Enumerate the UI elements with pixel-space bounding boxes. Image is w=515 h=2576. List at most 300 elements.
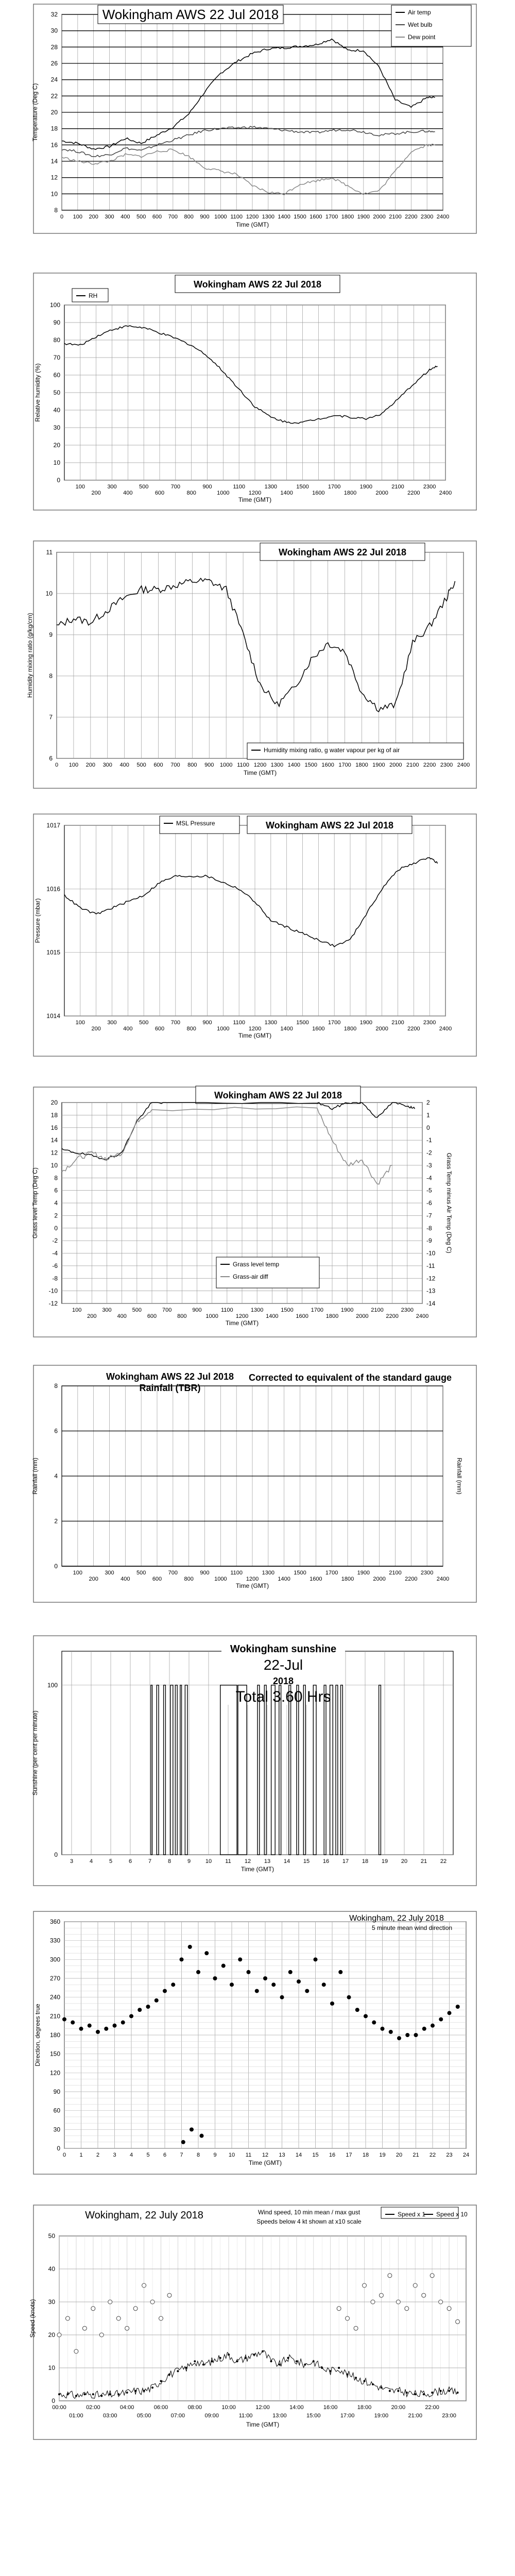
speed-x10-point bbox=[74, 2349, 78, 2353]
x-tick-label: 2100 bbox=[391, 1020, 404, 1026]
y-tick-label: 11 bbox=[46, 549, 53, 556]
x-tick-label: 1700 bbox=[338, 762, 351, 768]
y2-tick-label: 2 bbox=[426, 1099, 430, 1106]
speed-x10-point bbox=[379, 2293, 383, 2297]
x-tick-label: 1800 bbox=[344, 1026, 357, 1032]
y-tick-label: 270 bbox=[49, 1975, 60, 1982]
y-tick-label: 20 bbox=[53, 442, 60, 449]
y-tick-label: 60 bbox=[53, 2107, 60, 2114]
x-tick-label: 22 bbox=[429, 2152, 436, 2158]
chart-title: Wokingham, 22 July 2018 bbox=[85, 2210, 203, 2221]
y-tick-label: 4 bbox=[54, 1472, 58, 1480]
x-tick-label: 2400 bbox=[436, 214, 450, 220]
y2-tick-label: -2 bbox=[426, 1149, 432, 1157]
humidity-chart-panel bbox=[0, 268, 515, 515]
y-tick-label: 6 bbox=[54, 1427, 58, 1435]
x-tick-label: 2200 bbox=[386, 1313, 399, 1319]
x-tick-label: 19 bbox=[381, 1858, 388, 1865]
y-tick-label: 0 bbox=[57, 2145, 60, 2152]
y-tick-label: 8 bbox=[54, 1382, 58, 1389]
y2-axis-label: Grass Temp minus Air Temp (Deg C) bbox=[445, 1153, 453, 1253]
wind-direction-chart bbox=[0, 1906, 515, 2179]
direction-point bbox=[204, 1951, 209, 1955]
direction-point bbox=[238, 1957, 242, 1961]
y-axis-label: Rainfall (mm) bbox=[31, 1458, 39, 1495]
y-tick-label: 18 bbox=[50, 1111, 58, 1119]
chart-year: 2018 bbox=[272, 1676, 294, 1686]
x-tick-label: 21 bbox=[420, 1858, 427, 1865]
x-tick-label: 800 bbox=[187, 762, 197, 768]
x-tick-label: 2200 bbox=[405, 214, 418, 220]
x-tick-label: 300 bbox=[102, 1307, 112, 1313]
x-tick-label: 300 bbox=[102, 762, 112, 768]
x-tick-label: 1600 bbox=[310, 214, 322, 220]
x-tick-label: 700 bbox=[170, 1020, 181, 1026]
y-tick-label: 10 bbox=[50, 1161, 58, 1169]
x-tick-label: 12 bbox=[262, 2152, 269, 2158]
x-tick-label: 5 bbox=[146, 2152, 150, 2158]
y2-tick-label: -9 bbox=[426, 1237, 432, 1245]
y-tick-label: 40 bbox=[53, 406, 60, 414]
x-tick-label: 900 bbox=[192, 1307, 202, 1313]
y-tick-label: 1016 bbox=[46, 885, 60, 893]
x-tick-label: 1600 bbox=[312, 490, 325, 496]
x-tick-label: 2200 bbox=[407, 490, 420, 496]
direction-point bbox=[255, 1989, 259, 1993]
x-tick-label: 04:00 bbox=[119, 2404, 134, 2411]
y2-tick-label: -14 bbox=[426, 1300, 436, 1307]
x-tick-label: 10 bbox=[205, 1858, 212, 1865]
direction-point bbox=[213, 1976, 217, 1980]
x-tick-label: 1200 bbox=[253, 762, 267, 768]
y-tick-label: 18 bbox=[50, 125, 58, 132]
x-tick-label: 20 bbox=[396, 2152, 403, 2158]
x-tick-label: 200 bbox=[91, 1026, 101, 1032]
x-tick-label: 1000 bbox=[214, 1576, 227, 1582]
x-tick-label: 1900 bbox=[359, 484, 373, 490]
x-axis-label: Time (GMT) bbox=[246, 2421, 280, 2428]
x-tick-label: 0 bbox=[62, 2152, 66, 2158]
speed-x10-point bbox=[405, 2307, 409, 2311]
direction-point bbox=[405, 2033, 409, 2037]
direction-point bbox=[113, 2024, 117, 2028]
x-tick-label: 16:00 bbox=[323, 2404, 338, 2411]
x-tick-label: 400 bbox=[121, 214, 130, 220]
y2-tick-label: -12 bbox=[426, 1275, 436, 1282]
x-tick-label: 12 bbox=[244, 1858, 251, 1865]
x-tick-label: 1500 bbox=[304, 762, 317, 768]
y-axis-label: Humidity mixing ratio (g/kg/cm) bbox=[26, 613, 33, 698]
y-tick-label: 8 bbox=[54, 207, 58, 214]
x-tick-label: 1000 bbox=[219, 762, 233, 768]
direction-point bbox=[347, 1995, 351, 1999]
speed-x10-point bbox=[150, 2300, 154, 2304]
x-tick-label: 2000 bbox=[375, 490, 388, 496]
x-tick-label: 19:00 bbox=[374, 2413, 389, 2419]
direction-point bbox=[431, 2024, 435, 2028]
x-tick-label: 1700 bbox=[328, 1020, 341, 1026]
x-tick-label: 22:00 bbox=[425, 2404, 439, 2411]
x-tick-label: 14 bbox=[295, 2152, 302, 2158]
y-tick-label: -12 bbox=[48, 1300, 58, 1307]
x-tick-label: 11 bbox=[245, 2152, 252, 2158]
x-tick-label: 2400 bbox=[439, 490, 452, 496]
direction-point bbox=[163, 1989, 167, 1993]
y-tick-label: 10 bbox=[48, 2364, 55, 2371]
x-tick-label: 100 bbox=[73, 1570, 83, 1576]
x-tick-label: 13 bbox=[279, 2152, 285, 2158]
speed-x10-point bbox=[116, 2316, 121, 2320]
y2-tick-label: -13 bbox=[426, 1287, 436, 1295]
y-tick-label: 10 bbox=[45, 590, 53, 597]
direction-point bbox=[381, 2027, 385, 2031]
speed-x10-point bbox=[422, 2293, 426, 2297]
x-tick-label: 500 bbox=[139, 1020, 149, 1026]
x-tick-label: 400 bbox=[121, 1576, 130, 1582]
x-tick-label: 1300 bbox=[250, 1307, 264, 1313]
chart-note: Corrected to equivalent of the standard gauge bbox=[248, 1372, 452, 1383]
x-tick-label: 1500 bbox=[294, 1570, 306, 1576]
direction-point bbox=[288, 1970, 293, 1974]
x-tick-label: 9 bbox=[187, 1858, 191, 1865]
chart-subtitle: Rainfall (TBR) bbox=[139, 1383, 201, 1393]
y-tick-label: 30 bbox=[48, 2298, 55, 2306]
y-tick-label: 12 bbox=[50, 174, 58, 181]
direction-point bbox=[146, 2005, 150, 2009]
y-tick-label: 10 bbox=[53, 459, 60, 466]
y-tick-label: 7 bbox=[49, 714, 53, 721]
x-tick-label: 1400 bbox=[278, 1576, 290, 1582]
speed-x10-point bbox=[167, 2293, 171, 2297]
direction-point bbox=[280, 1995, 284, 1999]
y-tick-label: 26 bbox=[50, 60, 58, 67]
x-tick-label: 1000 bbox=[217, 1026, 230, 1032]
x-tick-label: 1600 bbox=[312, 1026, 325, 1032]
x-tick-label: 100 bbox=[72, 1307, 82, 1313]
x-tick-label: 1100 bbox=[230, 1570, 243, 1576]
x-tick-label: 100 bbox=[68, 762, 79, 768]
x-tick-label: 1900 bbox=[372, 762, 385, 768]
x-tick-label: 2400 bbox=[416, 1313, 429, 1319]
y-tick-label: 2 bbox=[54, 1517, 58, 1525]
y-tick-label: -8 bbox=[52, 1275, 58, 1282]
speed-x1-point bbox=[194, 2360, 196, 2362]
y-tick-label: 330 bbox=[49, 1937, 60, 1944]
direction-point bbox=[305, 1989, 309, 1993]
x-tick-label: 16 bbox=[329, 2152, 336, 2158]
legend-label: Grass level temp bbox=[233, 1261, 280, 1268]
x-tick-label: 800 bbox=[186, 1026, 196, 1032]
x-tick-label: 1100 bbox=[233, 484, 245, 490]
x-tick-label: 200 bbox=[89, 1576, 98, 1582]
x-tick-label: 1900 bbox=[340, 1307, 354, 1313]
direction-point bbox=[188, 1945, 192, 1949]
x-axis-label: Time (GMT) bbox=[243, 769, 277, 776]
x-tick-label: 18 bbox=[362, 2152, 369, 2158]
x-tick-label: 1500 bbox=[281, 1307, 294, 1313]
speed-x1-point bbox=[414, 2393, 416, 2395]
direction-point bbox=[171, 1982, 175, 1987]
direction-point bbox=[121, 2021, 125, 2025]
y-tick-label: 14 bbox=[50, 1137, 58, 1144]
x-axis-label: Time (GMT) bbox=[248, 2159, 282, 2166]
wind-speed-chart-panel bbox=[0, 2200, 515, 2442]
sunshine-chart bbox=[0, 1631, 515, 1888]
direction-point bbox=[104, 2027, 108, 2031]
x-tick-label: 12:00 bbox=[255, 2404, 270, 2411]
direction-point bbox=[230, 1982, 234, 1987]
x-tick-label: 2300 bbox=[420, 214, 434, 220]
x-tick-label: 1100 bbox=[237, 762, 249, 768]
y-tick-label: 6 bbox=[54, 1187, 58, 1194]
y-tick-label: 0 bbox=[52, 2397, 55, 2404]
speed-x1-point bbox=[92, 2393, 94, 2395]
y-tick-label: 24 bbox=[50, 76, 58, 83]
x-tick-label: 1500 bbox=[294, 214, 306, 220]
x-tick-label: 1 bbox=[79, 2152, 83, 2158]
legend-label: Air temp bbox=[408, 9, 431, 16]
y-tick-label: 120 bbox=[49, 2069, 60, 2077]
y2-tick-label: 0 bbox=[426, 1124, 430, 1131]
y-tick-label: 9 bbox=[49, 631, 53, 638]
x-tick-label: 1000 bbox=[217, 490, 230, 496]
x-tick-label: 1100 bbox=[221, 1307, 233, 1313]
x-tick-label: 600 bbox=[154, 1026, 165, 1032]
x-tick-label: 900 bbox=[200, 1570, 210, 1576]
x-tick-label: 17 bbox=[342, 1858, 349, 1865]
speed-x10-point bbox=[99, 2333, 104, 2337]
grass-temp-chart bbox=[0, 1082, 515, 1340]
speed-x10-point bbox=[371, 2300, 375, 2304]
y-tick-label: 240 bbox=[49, 1993, 60, 2001]
y-tick-label: 0 bbox=[54, 1224, 58, 1232]
x-tick-label: 700 bbox=[168, 1570, 178, 1576]
x-tick-label: 1300 bbox=[262, 214, 275, 220]
x-tick-label: 9 bbox=[213, 2152, 217, 2158]
y-tick-label: 1017 bbox=[46, 822, 60, 829]
direction-point bbox=[79, 2027, 83, 2031]
y-axis-label: Pressure (mbar) bbox=[34, 898, 41, 943]
y-axis-label: Relative humidity (%) bbox=[34, 363, 41, 422]
x-tick-label: 1200 bbox=[246, 214, 259, 220]
speed-x10-point bbox=[396, 2300, 400, 2304]
y-tick-label: 90 bbox=[53, 319, 60, 326]
direction-point bbox=[180, 1957, 184, 1961]
x-tick-label: 06:00 bbox=[153, 2404, 168, 2411]
y-tick-label: 40 bbox=[48, 2265, 55, 2273]
x-tick-label: 20 bbox=[401, 1858, 408, 1865]
x-tick-label: 02:00 bbox=[86, 2404, 100, 2411]
y-axis-label: Speed (knots) bbox=[29, 2299, 36, 2338]
x-tick-label: 500 bbox=[136, 1570, 146, 1576]
x-tick-label: 1600 bbox=[296, 1313, 308, 1319]
y-axis-label: Direction, degrees true bbox=[34, 2004, 41, 2066]
x-tick-label: 24 bbox=[462, 2152, 470, 2158]
x-tick-label: 6 bbox=[163, 2152, 167, 2158]
x-tick-label: 05:00 bbox=[136, 2413, 151, 2419]
x-tick-label: 100 bbox=[73, 214, 83, 220]
y-tick-label: 90 bbox=[53, 2088, 60, 2095]
chart-note: Speeds below 4 kt shown at x10 scale bbox=[256, 2218, 362, 2225]
x-tick-label: 200 bbox=[91, 490, 101, 496]
y-tick-label: 50 bbox=[48, 2232, 55, 2240]
x-tick-label: 600 bbox=[152, 214, 162, 220]
speed-x10-point bbox=[91, 2307, 95, 2311]
pressure-chart-panel bbox=[0, 809, 515, 1061]
direction-point bbox=[448, 2011, 452, 2015]
x-tick-label: 1500 bbox=[296, 484, 309, 490]
direction-point bbox=[322, 1982, 326, 1987]
x-tick-label: 1600 bbox=[321, 762, 334, 768]
x-tick-label: 8 bbox=[167, 1858, 171, 1865]
legend-label: MSL Pressure bbox=[176, 820, 215, 827]
x-axis-label: Time (GMT) bbox=[238, 1032, 272, 1039]
x-tick-label: 1400 bbox=[280, 1026, 293, 1032]
x-axis-label: Time (GMT) bbox=[238, 496, 272, 503]
x-tick-label: 600 bbox=[153, 762, 163, 768]
x-tick-label: 400 bbox=[123, 1026, 133, 1032]
direction-point bbox=[200, 2134, 204, 2138]
y-tick-label: -10 bbox=[48, 1287, 58, 1295]
direction-point bbox=[422, 2027, 426, 2031]
x-tick-label: 2400 bbox=[457, 762, 470, 768]
x-tick-label: 8 bbox=[196, 2152, 200, 2158]
y-axis-label: Grass level Temp (Deg C) bbox=[31, 1167, 39, 1239]
y-tick-label: 80 bbox=[53, 336, 60, 344]
x-tick-label: 1800 bbox=[325, 1313, 339, 1319]
speed-x1-point bbox=[126, 2392, 128, 2394]
x-tick-label: 1200 bbox=[235, 1313, 249, 1319]
speed-x1-point bbox=[160, 2380, 162, 2382]
chart-date: 22-Jul bbox=[263, 1657, 303, 1673]
speed-x10-point bbox=[337, 2307, 341, 2311]
x-tick-label: 2100 bbox=[389, 214, 402, 220]
speed-x10-point bbox=[354, 2326, 358, 2330]
x-tick-label: 5 bbox=[109, 1858, 113, 1865]
x-tick-label: 200 bbox=[85, 762, 96, 768]
direction-point bbox=[263, 1976, 267, 1980]
speed-x1-point bbox=[448, 2390, 450, 2392]
x-tick-label: 400 bbox=[119, 762, 129, 768]
x-tick-label: 600 bbox=[154, 490, 165, 496]
direction-point bbox=[129, 2014, 133, 2018]
y-tick-label: 100 bbox=[47, 1681, 58, 1689]
x-axis-label: Time (GMT) bbox=[235, 221, 269, 228]
y-tick-label: 1015 bbox=[46, 948, 60, 956]
x-tick-label: 7 bbox=[180, 2152, 183, 2158]
speed-x1-point bbox=[397, 2390, 399, 2392]
speed-x10-point bbox=[142, 2283, 146, 2287]
y-tick-label: 8 bbox=[54, 1174, 58, 1182]
direction-point bbox=[62, 2017, 66, 2021]
speed-x1-point bbox=[338, 2367, 340, 2369]
x-tick-label: 10:00 bbox=[221, 2404, 236, 2411]
y-tick-label: 0 bbox=[57, 477, 60, 484]
y-tick-label: 22 bbox=[50, 92, 58, 100]
x-tick-label: 21 bbox=[413, 2152, 419, 2158]
y-tick-label: 30 bbox=[53, 2126, 60, 2133]
x-tick-label: 22 bbox=[440, 1858, 447, 1865]
x-tick-label: 1900 bbox=[359, 1020, 373, 1026]
x-tick-label: 500 bbox=[132, 1307, 142, 1313]
x-tick-label: 2100 bbox=[406, 762, 419, 768]
speed-x10-point bbox=[439, 2300, 443, 2304]
x-tick-label: 23 bbox=[446, 2152, 453, 2158]
x-tick-label: 1200 bbox=[246, 1576, 259, 1582]
y-tick-label: 30 bbox=[50, 27, 58, 35]
y-tick-label: 10 bbox=[50, 190, 58, 198]
y-tick-label: 100 bbox=[49, 301, 60, 309]
x-tick-label: 800 bbox=[186, 490, 196, 496]
x-tick-label: 21:00 bbox=[408, 2413, 423, 2419]
speed-x10-point bbox=[82, 2326, 87, 2330]
x-tick-label: 1300 bbox=[270, 762, 284, 768]
legend-label: Dew point bbox=[408, 33, 436, 41]
x-tick-label: 11 bbox=[225, 1858, 231, 1865]
chart-title: Wokingham, 22 July 2018 bbox=[349, 1914, 444, 1923]
speed-x10-point bbox=[430, 2274, 434, 2278]
speed-x10-point bbox=[456, 2319, 460, 2324]
speed-x10-point bbox=[447, 2307, 451, 2311]
x-tick-label: 2000 bbox=[389, 762, 402, 768]
direction-point bbox=[439, 2017, 443, 2021]
x-tick-label: 1700 bbox=[325, 1570, 338, 1576]
x-tick-label: 17:00 bbox=[340, 2413, 355, 2419]
x-tick-label: 6 bbox=[128, 1858, 132, 1865]
x-tick-label: 300 bbox=[105, 214, 114, 220]
x-tick-label: 01:00 bbox=[69, 2413, 83, 2419]
x-tick-label: 14:00 bbox=[289, 2404, 304, 2411]
x-tick-label: 3 bbox=[70, 1858, 74, 1865]
y-tick-label: 28 bbox=[50, 43, 58, 51]
chart-title: Wokingham AWS 22 Jul 2018 bbox=[214, 1090, 342, 1100]
direction-point bbox=[355, 2008, 359, 2012]
legend-label: Humidity mixing ratio, g water vapour per kg of air bbox=[264, 747, 400, 754]
y-axis-label: Temperature (Deg C) bbox=[31, 83, 39, 142]
x-tick-label: 400 bbox=[117, 1313, 127, 1319]
direction-point bbox=[338, 1970, 342, 1974]
legend-label: Wet bulb bbox=[408, 21, 433, 28]
x-tick-label: 1400 bbox=[280, 490, 293, 496]
y-tick-label: 4 bbox=[54, 1199, 58, 1207]
direction-point bbox=[88, 2024, 92, 2028]
x-tick-label: 1900 bbox=[357, 214, 370, 220]
x-tick-label: 600 bbox=[152, 1576, 162, 1582]
x-tick-label: 15 bbox=[312, 2152, 319, 2158]
wind-direction-chart-panel bbox=[0, 1906, 515, 2179]
y2-tick-label: -4 bbox=[426, 1174, 432, 1182]
x-tick-label: 2 bbox=[96, 2152, 100, 2158]
direction-point bbox=[330, 2002, 334, 2006]
x-tick-label: 900 bbox=[202, 1020, 212, 1026]
x-tick-label: 500 bbox=[139, 484, 149, 490]
x-tick-label: 13:00 bbox=[272, 2413, 287, 2419]
x-tick-label: 2300 bbox=[423, 1020, 436, 1026]
y-tick-label: 30 bbox=[53, 424, 60, 431]
x-tick-label: 300 bbox=[107, 1020, 117, 1026]
x-tick-label: 900 bbox=[200, 214, 210, 220]
x-tick-label: 1800 bbox=[355, 762, 368, 768]
speed-x1-point bbox=[389, 2390, 391, 2392]
chart-subtitle: Wind speed, 10 min mean / max gust bbox=[258, 2209, 360, 2216]
temperature-chart bbox=[0, 0, 515, 237]
x-tick-label: 03:00 bbox=[102, 2413, 117, 2419]
x-tick-label: 2300 bbox=[401, 1307, 414, 1313]
legend-label: Speed x 1 bbox=[398, 2211, 426, 2218]
y-tick-label: 360 bbox=[49, 1918, 60, 1925]
x-tick-label: 1800 bbox=[344, 490, 357, 496]
x-tick-label: 15:00 bbox=[306, 2413, 321, 2419]
